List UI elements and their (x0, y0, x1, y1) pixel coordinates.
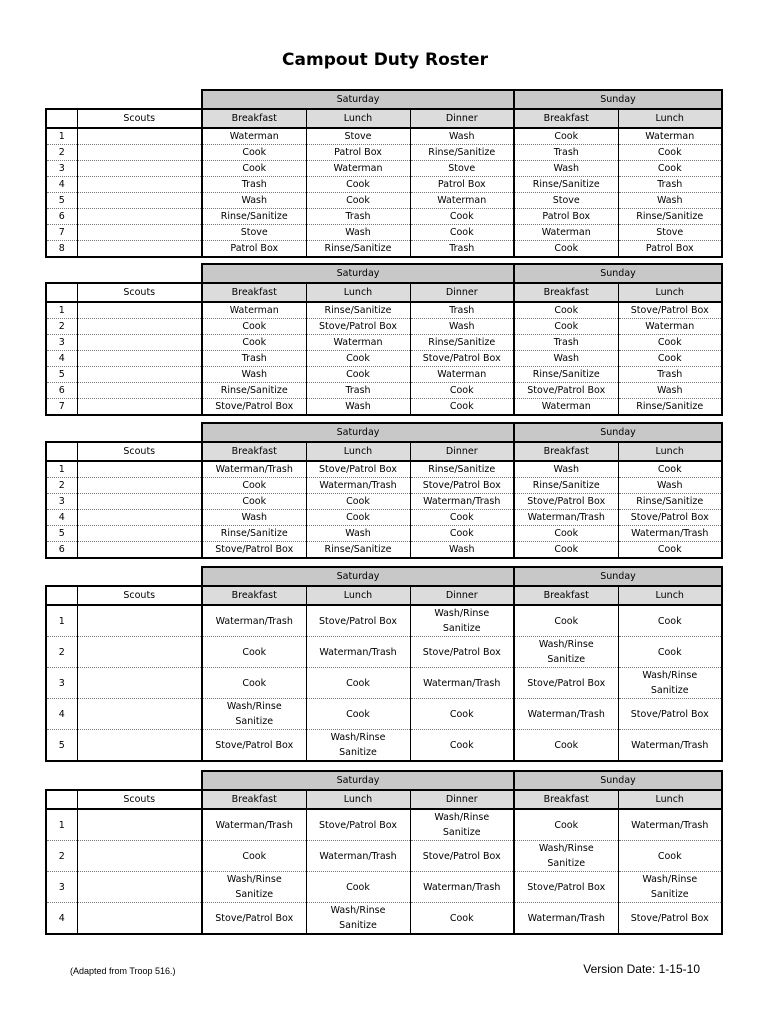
scout-name-cell[interactable] (77, 399, 202, 416)
scout-number: 2 (46, 841, 77, 872)
sunday-header: Sunday (514, 567, 722, 586)
number-header (46, 790, 77, 809)
table-row (46, 461, 722, 478)
table-row (46, 335, 722, 351)
roster-table (45, 89, 723, 258)
scout-name-cell[interactable] (77, 903, 202, 935)
duty-cell: Stove/Patrol Box (410, 841, 514, 872)
scout-number: 6 (46, 542, 77, 559)
scout-name-cell[interactable] (77, 841, 202, 872)
table-row (46, 177, 722, 193)
scout-name-cell[interactable] (77, 319, 202, 335)
meal-header: Lunch (306, 790, 410, 809)
duty-cell: Wash (306, 225, 410, 241)
duty-cell: Waterman/Trash (514, 699, 618, 730)
scout-name-cell[interactable] (77, 177, 202, 193)
saturday-header: Saturday (202, 771, 514, 790)
duty-cell: Wash/Rinse Sanitize (410, 809, 514, 841)
duty-cell: Cook (202, 335, 306, 351)
sunday-header: Sunday (514, 423, 722, 442)
scout-name-cell[interactable] (77, 809, 202, 841)
duty-cell: Wash/Rinse Sanitize (618, 872, 722, 903)
duty-cell: Rinse/Sanitize (410, 145, 514, 161)
duty-cell: Cook (410, 399, 514, 416)
scout-number: 5 (46, 526, 77, 542)
meal-header: Lunch (618, 283, 722, 302)
duty-cell: Wash/Rinse Sanitize (618, 668, 722, 699)
table-row (46, 351, 722, 367)
scout-number: 2 (46, 637, 77, 668)
duty-cell: Wash (514, 461, 618, 478)
table-row (46, 319, 722, 335)
duty-cell: Stove/Patrol Box (514, 383, 618, 399)
duty-cell: Cook (514, 319, 618, 335)
duty-cell: Stove/Patrol Box (202, 542, 306, 559)
scout-name-cell[interactable] (77, 209, 202, 225)
duty-cell: Cook (618, 145, 722, 161)
scout-name-cell[interactable] (77, 730, 202, 762)
roster-table (45, 263, 723, 416)
duty-cell: Waterman/Trash (618, 730, 722, 762)
scout-name-cell[interactable] (77, 478, 202, 494)
duty-cell: Cook (618, 605, 722, 637)
duty-cell: Wash/Rinse Sanitize (306, 903, 410, 935)
duty-cell: Cook (514, 730, 618, 762)
scout-name-cell[interactable] (77, 668, 202, 699)
duty-cell: Rinse/Sanitize (306, 302, 410, 319)
scout-number: 1 (46, 302, 77, 319)
scout-number: 4 (46, 177, 77, 193)
scouts-header: Scouts (77, 283, 202, 302)
meal-header: Dinner (410, 790, 514, 809)
meal-header: Lunch (618, 586, 722, 605)
duty-cell: Waterman/Trash (202, 809, 306, 841)
meal-header: Breakfast (514, 790, 618, 809)
duty-cell: Wash/Rinse Sanitize (514, 841, 618, 872)
scouts-header: Scouts (77, 586, 202, 605)
duty-cell: Rinse/Sanitize (410, 335, 514, 351)
duty-cell: Stove/Patrol Box (618, 302, 722, 319)
scout-name-cell[interactable] (77, 872, 202, 903)
scout-name-cell[interactable] (77, 335, 202, 351)
duty-cell: Stove/Patrol Box (306, 461, 410, 478)
sunday-header: Sunday (514, 771, 722, 790)
scout-number: 3 (46, 872, 77, 903)
duty-cell: Patrol Box (410, 177, 514, 193)
duty-cell: Trash (306, 209, 410, 225)
scout-name-cell[interactable] (77, 225, 202, 241)
meal-header: Breakfast (514, 109, 618, 128)
duty-cell: Cook (618, 841, 722, 872)
table-row (46, 494, 722, 510)
duty-cell: Wash (410, 319, 514, 335)
duty-cell: Cook (306, 367, 410, 383)
table-row (46, 526, 722, 542)
duty-cell: Wash (618, 383, 722, 399)
duty-cell: Rinse/Sanitize (306, 241, 410, 258)
duty-cell: Rinse/Sanitize (202, 526, 306, 542)
scout-name-cell[interactable] (77, 161, 202, 177)
duty-cell: Rinse/Sanitize (514, 478, 618, 494)
table-row (46, 542, 722, 559)
saturday-header: Saturday (202, 567, 514, 586)
table-row (46, 605, 722, 637)
duty-cell: Waterman (514, 399, 618, 416)
scouts-header: Scouts (77, 790, 202, 809)
duty-cell: Cook (306, 699, 410, 730)
duty-cell: Rinse/Sanitize (514, 177, 618, 193)
meal-header: Lunch (618, 442, 722, 461)
scout-name-cell[interactable] (77, 510, 202, 526)
scout-number: 1 (46, 605, 77, 637)
scout-name-cell[interactable] (77, 526, 202, 542)
scout-number: 3 (46, 668, 77, 699)
table-row (46, 161, 722, 177)
saturday-header: Saturday (202, 90, 514, 109)
duty-cell: Wash (618, 478, 722, 494)
table-row (46, 903, 722, 935)
duty-cell: Cook (306, 872, 410, 903)
scout-number: 8 (46, 241, 77, 258)
duty-cell: Wash (202, 367, 306, 383)
roster-table (45, 770, 723, 935)
duty-cell: Waterman (202, 302, 306, 319)
table-row (46, 730, 722, 762)
table-row (46, 225, 722, 241)
scouts-header: Scouts (77, 109, 202, 128)
scout-number: 6 (46, 209, 77, 225)
duty-cell: Rinse/Sanitize (202, 209, 306, 225)
scout-name-cell[interactable] (77, 699, 202, 730)
duty-cell: Wash/Rinse Sanitize (410, 605, 514, 637)
scout-number: 6 (46, 383, 77, 399)
table-row (46, 302, 722, 319)
scout-number: 5 (46, 367, 77, 383)
duty-cell: Cook (618, 161, 722, 177)
duty-cell: Waterman (410, 193, 514, 209)
scout-name-cell[interactable] (77, 494, 202, 510)
scout-name-cell[interactable] (77, 367, 202, 383)
table-row (46, 699, 722, 730)
duty-cell: Waterman (618, 319, 722, 335)
duty-cell: Cook (202, 494, 306, 510)
duty-cell: Trash (410, 241, 514, 258)
meal-header: Dinner (410, 586, 514, 605)
duty-cell: Patrol Box (514, 209, 618, 225)
scout-number: 4 (46, 510, 77, 526)
duty-cell: Wash (202, 510, 306, 526)
scout-name-cell[interactable] (77, 302, 202, 319)
table-row (46, 241, 722, 258)
table-row (46, 872, 722, 903)
duty-cell: Rinse/Sanitize (306, 542, 410, 559)
meal-header: Breakfast (514, 442, 618, 461)
credit-note: (Adapted from Troop 516.) (70, 966, 176, 976)
duty-cell: Waterman (306, 335, 410, 351)
duty-cell: Cook (514, 241, 618, 258)
scout-number: 3 (46, 161, 77, 177)
duty-cell: Stove/Patrol Box (514, 872, 618, 903)
duty-cell: Stove/Patrol Box (410, 351, 514, 367)
number-header (46, 586, 77, 605)
duty-cell: Stove/Patrol Box (410, 478, 514, 494)
table-row (46, 209, 722, 225)
duty-cell: Rinse/Sanitize (202, 383, 306, 399)
duty-cell: Trash (514, 145, 618, 161)
duty-cell: Cook (306, 351, 410, 367)
duty-cell: Wash (410, 128, 514, 145)
scout-name-cell[interactable] (77, 193, 202, 209)
table-row (46, 367, 722, 383)
duty-cell: Stove (202, 225, 306, 241)
duty-cell: Stove/Patrol Box (618, 510, 722, 526)
meal-header: Breakfast (202, 586, 306, 605)
duty-cell: Wash (410, 542, 514, 559)
table-row (46, 809, 722, 841)
meal-header: Breakfast (202, 109, 306, 128)
scout-number: 2 (46, 319, 77, 335)
duty-cell: Cook (202, 319, 306, 335)
duty-cell: Wash (514, 161, 618, 177)
duty-cell: Waterman (618, 128, 722, 145)
duty-cell: Stove (306, 128, 410, 145)
scout-name-cell[interactable] (77, 145, 202, 161)
duty-cell: Waterman/Trash (306, 841, 410, 872)
duty-cell: Cook (410, 699, 514, 730)
meal-header: Dinner (410, 283, 514, 302)
duty-cell: Wash/Rinse Sanitize (202, 872, 306, 903)
duty-cell: Cook (410, 730, 514, 762)
duty-cell: Rinse/Sanitize (618, 399, 722, 416)
duty-cell: Waterman/Trash (410, 872, 514, 903)
duty-cell: Cook (306, 494, 410, 510)
scout-number: 4 (46, 699, 77, 730)
table-row (46, 399, 722, 416)
duty-cell: Patrol Box (202, 241, 306, 258)
duty-cell: Cook (306, 177, 410, 193)
saturday-header: Saturday (202, 423, 514, 442)
duty-cell: Wash (306, 526, 410, 542)
duty-cell: Trash (410, 302, 514, 319)
table-row (46, 478, 722, 494)
duty-cell: Waterman/Trash (202, 461, 306, 478)
meal-header: Breakfast (514, 586, 618, 605)
meal-header: Breakfast (202, 283, 306, 302)
duty-cell: Stove (618, 225, 722, 241)
duty-cell: Cook (410, 383, 514, 399)
scout-number: 4 (46, 351, 77, 367)
duty-cell: Waterman/Trash (306, 637, 410, 668)
table-row (46, 510, 722, 526)
meal-header: Lunch (306, 283, 410, 302)
duty-cell: Cook (306, 193, 410, 209)
sunday-header: Sunday (514, 264, 722, 283)
duty-cell: Cook (410, 225, 514, 241)
duty-cell: Trash (202, 351, 306, 367)
page-title: Campout Duty Roster (282, 50, 488, 70)
duty-cell: Wash/Rinse Sanitize (202, 699, 306, 730)
duty-cell: Cook (410, 903, 514, 935)
duty-cell: Wash/Rinse Sanitize (306, 730, 410, 762)
table-row (46, 668, 722, 699)
duty-cell: Cook (618, 637, 722, 668)
scout-number: 5 (46, 193, 77, 209)
meal-header: Lunch (306, 109, 410, 128)
duty-cell: Waterman/Trash (410, 494, 514, 510)
scout-number: 2 (46, 145, 77, 161)
roster-table (45, 422, 723, 559)
scout-name-cell[interactable] (77, 241, 202, 258)
duty-cell: Stove/Patrol Box (514, 494, 618, 510)
duty-cell: Wash/Rinse Sanitize (514, 637, 618, 668)
duty-cell: Cook (410, 526, 514, 542)
meal-header: Dinner (410, 442, 514, 461)
duty-cell: Cook (618, 351, 722, 367)
duty-cell: Stove/Patrol Box (202, 730, 306, 762)
duty-cell: Trash (202, 177, 306, 193)
scout-number: 2 (46, 478, 77, 494)
duty-cell: Waterman/Trash (514, 903, 618, 935)
scout-number: 3 (46, 335, 77, 351)
meal-header: Lunch (618, 790, 722, 809)
duty-cell: Patrol Box (306, 145, 410, 161)
duty-cell: Stove/Patrol Box (618, 699, 722, 730)
table-row (46, 383, 722, 399)
duty-cell: Stove/Patrol Box (306, 809, 410, 841)
scout-number: 3 (46, 494, 77, 510)
saturday-header: Saturday (202, 264, 514, 283)
duty-cell: Cook (618, 461, 722, 478)
duty-cell: Wash (514, 351, 618, 367)
duty-cell: Stove/Patrol Box (202, 399, 306, 416)
duty-cell: Stove/Patrol Box (618, 903, 722, 935)
number-header (46, 442, 77, 461)
scout-number: 7 (46, 399, 77, 416)
duty-cell: Cook (202, 668, 306, 699)
duty-cell: Cook (202, 478, 306, 494)
scout-name-cell[interactable] (77, 351, 202, 367)
sunday-header: Sunday (514, 90, 722, 109)
scout-number: 7 (46, 225, 77, 241)
duty-cell: Cook (306, 668, 410, 699)
roster-table (45, 566, 723, 762)
duty-cell: Waterman/Trash (618, 809, 722, 841)
duty-cell: Trash (618, 367, 722, 383)
scout-name-cell[interactable] (77, 605, 202, 637)
duty-cell: Waterman (202, 128, 306, 145)
duty-cell: Waterman/Trash (202, 605, 306, 637)
duty-cell: Cook (202, 145, 306, 161)
table-row (46, 193, 722, 209)
duty-cell: Stove/Patrol Box (514, 668, 618, 699)
duty-cell: Cook (306, 510, 410, 526)
meal-header: Breakfast (202, 790, 306, 809)
duty-cell: Rinse/Sanitize (618, 494, 722, 510)
scout-name-cell[interactable] (77, 128, 202, 145)
duty-cell: Cook (514, 526, 618, 542)
duty-cell: Rinse/Sanitize (410, 461, 514, 478)
duty-cell: Cook (514, 605, 618, 637)
duty-cell: Rinse/Sanitize (618, 209, 722, 225)
meal-header: Breakfast (202, 442, 306, 461)
duty-cell: Cook (202, 841, 306, 872)
number-header (46, 283, 77, 302)
scout-name-cell[interactable] (77, 383, 202, 399)
duty-cell: Waterman (514, 225, 618, 241)
duty-cell: Cook (514, 809, 618, 841)
duty-cell: Cook (618, 335, 722, 351)
scout-number: 4 (46, 903, 77, 935)
duty-cell: Stove (514, 193, 618, 209)
duty-cell: Waterman/Trash (514, 510, 618, 526)
meal-header: Breakfast (514, 283, 618, 302)
duty-cell: Stove/Patrol Box (202, 903, 306, 935)
table-row (46, 841, 722, 872)
duty-cell: Wash (306, 399, 410, 416)
duty-cell: Trash (306, 383, 410, 399)
scout-name-cell[interactable] (77, 461, 202, 478)
duty-cell: Stove (410, 161, 514, 177)
duty-cell: Waterman/Trash (306, 478, 410, 494)
duty-cell: Waterman (306, 161, 410, 177)
duty-cell: Wash (202, 193, 306, 209)
duty-cell: Stove/Patrol Box (306, 319, 410, 335)
duty-cell: Wash (618, 193, 722, 209)
meal-header: Dinner (410, 109, 514, 128)
scout-number: 1 (46, 809, 77, 841)
meal-header: Lunch (306, 586, 410, 605)
duty-cell: Trash (618, 177, 722, 193)
duty-cell: Waterman/Trash (410, 668, 514, 699)
duty-cell: Cook (514, 302, 618, 319)
duty-cell: Cook (202, 161, 306, 177)
scout-number: 1 (46, 461, 77, 478)
scout-number: 1 (46, 128, 77, 145)
duty-cell: Cook (202, 637, 306, 668)
version-date: Version Date: 1-15-10 (583, 962, 700, 976)
duty-cell: Stove/Patrol Box (410, 637, 514, 668)
meal-header: Lunch (306, 442, 410, 461)
duty-cell: Cook (410, 209, 514, 225)
scout-name-cell[interactable] (77, 637, 202, 668)
scouts-header: Scouts (77, 442, 202, 461)
duty-cell: Patrol Box (618, 241, 722, 258)
duty-cell: Cook (410, 510, 514, 526)
meal-header: Lunch (618, 109, 722, 128)
number-header (46, 109, 77, 128)
duty-cell: Cook (618, 542, 722, 559)
table-row (46, 145, 722, 161)
duty-cell: Trash (514, 335, 618, 351)
duty-cell: Stove/Patrol Box (306, 605, 410, 637)
duty-cell: Waterman (410, 367, 514, 383)
scout-number: 5 (46, 730, 77, 762)
duty-cell: Cook (514, 128, 618, 145)
table-row (46, 637, 722, 668)
duty-cell: Rinse/Sanitize (514, 367, 618, 383)
scout-name-cell[interactable] (77, 542, 202, 559)
duty-cell: Cook (514, 542, 618, 559)
table-row (46, 128, 722, 145)
duty-cell: Waterman/Trash (618, 526, 722, 542)
